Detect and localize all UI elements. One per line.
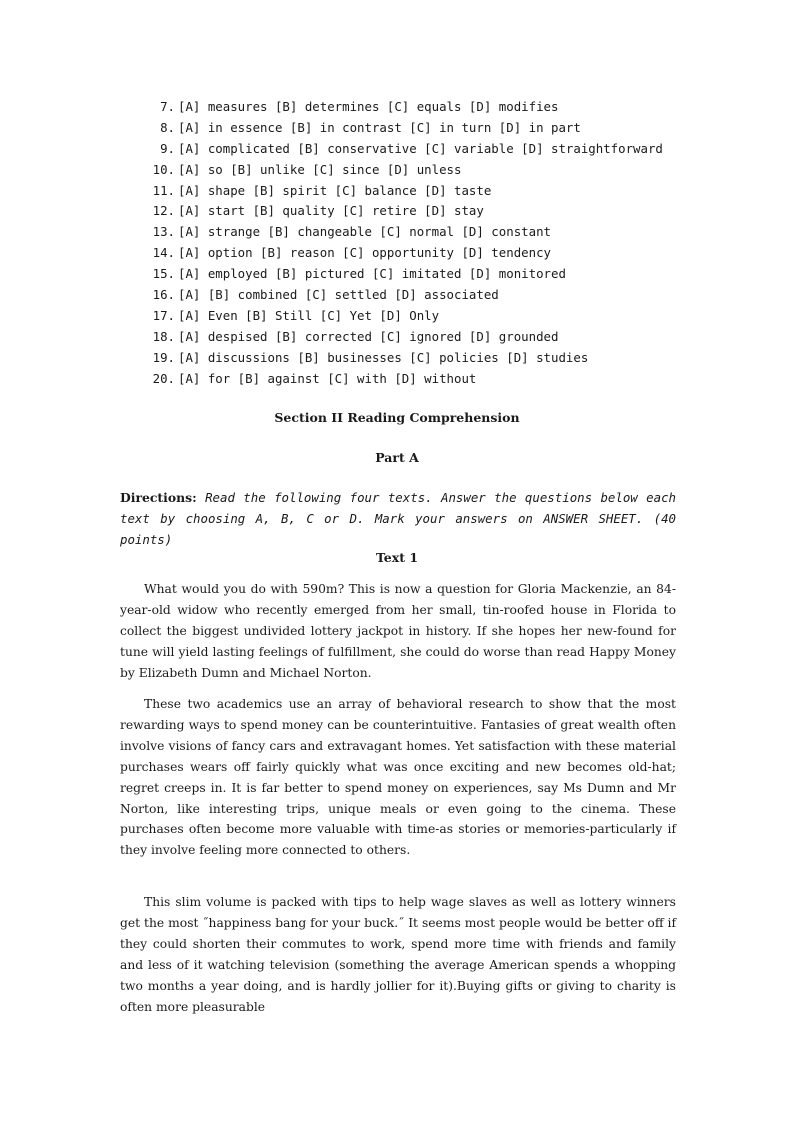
question-number: 8. <box>160 119 175 135</box>
question-number: 19. <box>152 349 175 365</box>
directions <box>120 487 676 550</box>
question-number: 11. <box>152 182 175 198</box>
option-row <box>148 348 663 369</box>
option-row <box>148 222 663 243</box>
option-text: [A] for [B] against [C] with [D] without <box>178 370 477 386</box>
section-title: Section II Reading Comprehension <box>274 410 520 425</box>
option-row <box>148 327 663 348</box>
option-text: [A] Even [B] Still [C] Yet [D] Only <box>178 307 440 323</box>
option-row <box>148 160 663 181</box>
option-text: [A] employed [B] pictured [C] imitated [D] monitored <box>178 266 566 282</box>
option-row <box>148 97 663 118</box>
option-row <box>148 264 663 285</box>
question-number: 10. <box>152 161 175 177</box>
answer-options-list <box>148 97 663 389</box>
question-number: 13. <box>152 224 175 240</box>
option-text: [A] discussions [B] businesses [C] policies [D] studies <box>178 349 589 365</box>
question-number: 15. <box>152 266 175 282</box>
paragraph: What would you do with 590m? This is now a question for Gloria Mackenzie, an 84-year-old widow who recently emerged from her small, tin-roofed house in Florida to collect the biggest undivided lottery jackpot in history. If she hopes her new-found for tune will yield lasting feelings of fulfillment, she could do worse than read Happy Money by Elizabeth Dumn and Michael Norton. <box>120 582 676 680</box>
option-text: [A] in essence [B] in contrast [C] in turn [D] in part <box>178 119 581 135</box>
option-text: [A] so [B] unlike [C] since [D] unless <box>178 161 462 177</box>
question-number: 17. <box>152 307 175 323</box>
directions-label: Directions: <box>120 490 197 505</box>
question-number: 20. <box>152 370 175 386</box>
text-title: Text 1 <box>375 550 419 565</box>
option-row <box>148 306 663 327</box>
option-text: [A] start [B] quality [C] retire [D] stay <box>178 203 484 219</box>
question-number: 12. <box>152 203 175 219</box>
directions-text: Read the following four texts. Answer the questions below each text by choosing A, B, C or D. Mark your answers on ANSWER SHEET. (40 points) <box>120 490 676 547</box>
option-row <box>148 243 663 264</box>
option-text: [A] measures [B] determines [C] equals [D] modifies <box>178 99 559 114</box>
question-number: 14. <box>152 245 175 261</box>
option-row <box>148 181 663 202</box>
question-number: 7. <box>160 99 175 114</box>
option-row <box>148 139 663 160</box>
part-title: Part A <box>375 450 419 465</box>
option-text: [A] strange [B] changeable [C] normal [D] constant <box>178 224 551 240</box>
question-number: 18. <box>152 328 175 344</box>
option-row <box>148 201 663 222</box>
question-number: 9. <box>160 140 175 156</box>
option-text: [A] [B] combined [C] settled [D] associated <box>178 287 499 303</box>
option-text: [A] complicated [B] conservative [C] variable [D] straightforward <box>178 140 663 156</box>
option-text: [A] shape [B] spirit [C] balance [D] taste <box>178 182 492 198</box>
option-row <box>148 369 663 390</box>
option-row <box>148 118 663 139</box>
paragraph: These two academics use an array of behavioral research to show that the most rewarding ways to spend money can be counterintuitive. Fantasies of great wealth often involve visions of fancy cars and extravagant homes. Yet satisfaction with these material purchases wears off fairly quickly what was once exciting and new becomes old-hat; regret creeps in. It is far better to spend money on experiences, say Ms Dumn and Mr Norton, like interesting trips, unique meals or even going to the cinema. These purchases often become more valuable with time-as stories or memories-particularly if they involve feeling more connected to others. <box>120 697 676 858</box>
option-row <box>148 285 663 306</box>
paragraph: This slim volume is packed with tips to help wage slaves as well as lottery winners get the most ˝happiness bang for your buck.˝ It seems most people would be better off if they could shorten their commutes to work, spend more time with friends and family and less of it watching television (something the average American spends a whopping two months a year doing, and is hardly jollier for it).Buying gifts or giving to charity is often more pleasurable <box>120 895 676 1014</box>
option-text: [A] despised [B] corrected [C] ignored [D] grounded <box>178 328 559 344</box>
question-number: 16. <box>152 287 175 303</box>
option-text: [A] option [B] reason [C] opportunity [D] tendency <box>178 245 551 261</box>
